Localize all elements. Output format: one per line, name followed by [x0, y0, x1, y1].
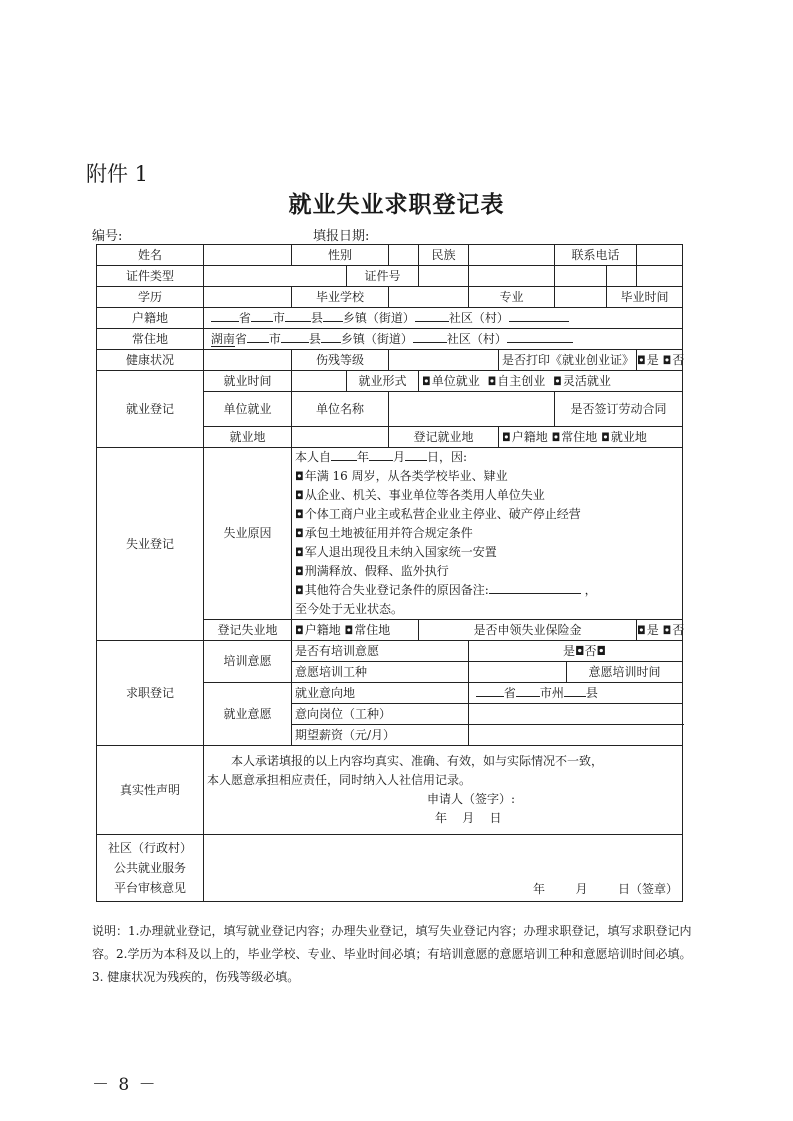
unemployment-reason-list	[292, 448, 683, 620]
row-employment-1	[97, 371, 683, 392]
no-text: 否	[672, 352, 685, 367]
row-id	[97, 266, 683, 287]
radio-icon[interactable]: ◘	[551, 430, 561, 444]
employment-form-label: 就业形式	[347, 371, 419, 392]
training-intent-label: 培训意愿	[204, 641, 292, 683]
household-address[interactable]	[204, 308, 683, 329]
employment-place-field[interactable]	[292, 427, 389, 448]
residence-label: 常住地	[97, 329, 204, 350]
radio-icon[interactable]: ◘	[295, 508, 304, 521]
option-residence: 常住地	[561, 429, 598, 444]
education-field[interactable]	[204, 287, 292, 308]
row-education	[97, 287, 683, 308]
id-no-cell-4[interactable]	[607, 266, 637, 287]
community-text: 社区（村）	[448, 310, 509, 325]
gender-label: 性别	[292, 245, 389, 266]
radio-icon[interactable]: ◘	[295, 489, 304, 502]
id-no-cell-1[interactable]	[419, 266, 469, 287]
radio-icon[interactable]: ◘	[422, 374, 431, 388]
radio-icon[interactable]: ◘	[502, 430, 511, 444]
county-text: 县	[308, 331, 321, 346]
declaration-text-2: 本人愿意承担相应责任，同时纳入人社信用记录。	[207, 773, 472, 787]
radio-icon[interactable]: ◘	[662, 353, 672, 367]
training-time-label: 意愿培训时间	[567, 662, 683, 683]
declaration-date: 年 月 日	[435, 811, 502, 825]
reason-item[interactable]: ◘刑满释放、假释、监外执行	[295, 564, 449, 578]
radio-icon[interactable]: ◘	[295, 623, 304, 637]
radio-icon[interactable]: ◘	[295, 584, 304, 597]
grad-time-label: 毕业时间	[607, 287, 683, 308]
radio-icon[interactable]: ◘	[553, 374, 562, 388]
employment-form-options[interactable]	[419, 371, 683, 392]
radio-icon[interactable]: ◘	[344, 623, 354, 637]
province-text: 省	[503, 685, 516, 700]
phone-label: 联系电话	[555, 245, 637, 266]
declaration-text-1: 本人承诺填报的以上内容均真实、准确、有效，如与实际情况不一致，	[231, 754, 604, 768]
reg-employment-place-options[interactable]	[499, 427, 683, 448]
county-text: 县	[310, 310, 323, 325]
salary-field[interactable]	[469, 725, 683, 746]
option-residence: 常住地	[354, 622, 391, 637]
town-text: 乡镇（街道）	[342, 310, 415, 325]
declaration-label: 真实性声明	[97, 746, 204, 835]
print-cert-options[interactable]	[637, 350, 683, 371]
form-title: 就业失业求职登记表	[288, 191, 505, 218]
row-residence	[97, 329, 683, 350]
reason-item[interactable]: ◘承包土地被征用并符合规定条件	[295, 526, 473, 540]
yes-text: 是	[646, 622, 659, 637]
radio-icon[interactable]: ◘	[662, 623, 672, 637]
reason-item[interactable]: ◘年满 16 周岁，从各类学校毕业、肄业	[295, 469, 508, 483]
unit-employment-label: 单位就业	[204, 392, 292, 427]
radio-icon[interactable]: ◘	[601, 430, 610, 444]
employment-section-label: 就业登记	[97, 371, 204, 448]
declaration-text-cell	[204, 746, 683, 835]
id-type-label: 证件类型	[97, 266, 204, 287]
review-label-line: 公共就业服务	[113, 861, 186, 875]
county-text: 县	[585, 685, 598, 700]
id-type-field[interactable]	[204, 266, 347, 287]
school-field[interactable]	[389, 287, 469, 308]
row-declaration	[97, 746, 683, 835]
target-position-field[interactable]	[469, 704, 683, 725]
option-household: 户籍地	[304, 622, 341, 637]
radio-icon[interactable]: ◘	[637, 623, 646, 637]
radio-icon[interactable]: ◘	[295, 527, 304, 540]
reason-item[interactable]: ◘其他符合失业登记条件的原因备注: ，	[295, 583, 597, 597]
health-field[interactable]	[204, 350, 292, 371]
row-unemployment-1	[97, 448, 683, 620]
training-type-field[interactable]	[469, 662, 567, 683]
id-no-label: 证件号	[347, 266, 419, 287]
household-label: 户籍地	[97, 308, 204, 329]
review-field[interactable]	[204, 835, 683, 902]
applicant-signature-label[interactable]: 申请人（签字）:	[427, 792, 516, 806]
unemployment-reason-label: 失业原因	[204, 448, 292, 620]
employment-time-label: 就业时间	[204, 371, 292, 392]
school-label: 毕业学校	[292, 287, 389, 308]
city-text: 市	[272, 310, 285, 325]
row-name	[97, 245, 683, 266]
employment-time-field[interactable]	[292, 371, 347, 392]
community-text: 社区（村）	[446, 331, 507, 346]
option-household: 户籍地	[511, 429, 548, 444]
option-flexible: 灵活就业	[562, 373, 611, 388]
reason-item[interactable]: ◘个体工商户业主或私营企业业主停业、破产停止经营	[295, 507, 581, 521]
attachment-label: 附件 1	[86, 162, 149, 186]
town-text: 乡镇（街道）	[340, 331, 413, 346]
phone-field[interactable]	[637, 245, 683, 266]
option-work-place: 就业地	[610, 429, 647, 444]
no-text: 否	[672, 622, 685, 637]
salary-label: 期望薪资（元/月）	[292, 725, 469, 746]
row-review	[97, 835, 683, 902]
unit-name-label: 单位名称	[292, 392, 389, 427]
radio-icon[interactable]: ◘	[487, 374, 497, 388]
id-no-cell-5[interactable]	[637, 266, 683, 287]
reg-unemployment-place-options[interactable]	[292, 620, 419, 641]
review-label	[97, 835, 204, 902]
radio-icon[interactable]: ◘	[295, 565, 304, 578]
insurance-options[interactable]	[637, 620, 683, 641]
residence-province-value: 湖南	[210, 331, 235, 346]
training-type-label: 意愿培训工种	[292, 662, 469, 683]
review-date-seal: 年 月 日（签章）	[533, 882, 679, 896]
row-jobseek-1	[97, 641, 683, 662]
review-label-line: 社区（行政村）	[107, 841, 192, 855]
notes: 说明：1.办理就业登记，填写就业登记内容；办理失业登记，填写失业登记内容；办理求职登记，填写求职登记内容。2.学历为本科及以上的，毕业学校、专业、毕业时间必填；有培训意愿的意愿培训工种和意愿培训时间必填。3. 健康状况为残疾的，伤残等级必填。	[92, 924, 692, 984]
print-cert-label: 是否打印《就业创业证》	[499, 350, 637, 371]
yes-text: 是	[646, 352, 659, 367]
jobseek-section-label: 求职登记	[97, 641, 204, 746]
target-place-label: 就业意向地	[292, 683, 469, 704]
option-self: 自主创业	[497, 373, 546, 388]
province-text: 省	[238, 310, 251, 325]
disability-label: 伤残等级	[292, 350, 389, 371]
disability-field[interactable]	[389, 350, 499, 371]
page-number: － 8 －	[92, 1075, 158, 1095]
job-intent-label: 就业意愿	[204, 683, 292, 746]
option-unit: 单位就业	[431, 373, 480, 388]
name-label: 姓名	[97, 245, 204, 266]
major-field[interactable]	[555, 287, 607, 308]
health-label: 健康状况	[97, 350, 204, 371]
target-position-label: 意向岗位（工种）	[292, 704, 469, 725]
unit-name-field[interactable]	[389, 392, 555, 427]
reason-outro: 至今处于无业状态。	[295, 602, 404, 616]
education-label: 学历	[97, 287, 204, 308]
reason-item[interactable]: ◘从企业、机关、事业单位等各类用人单位失业	[295, 488, 545, 502]
reg-employment-place-label: 登记就业地	[389, 427, 499, 448]
row-household	[97, 308, 683, 329]
city-text: 市州	[539, 685, 564, 700]
has-training-label: 是否有培训意愿	[292, 641, 469, 662]
residence-address[interactable]	[204, 329, 683, 350]
contract-label: 是否签订劳动合同	[555, 392, 683, 427]
ethnicity-label: 民族	[419, 245, 469, 266]
province-text: 省	[234, 331, 247, 346]
id-no-cell-3[interactable]	[555, 266, 607, 287]
number-label: 编号:	[92, 229, 123, 244]
row-health	[97, 350, 683, 371]
radio-icon[interactable]: ◘	[637, 353, 646, 367]
insurance-label: 是否申领失业保险金	[419, 620, 637, 641]
ethnicity-field[interactable]	[469, 245, 555, 266]
reason-item[interactable]: ◘军人退出现役且未纳入国家统一安置	[295, 545, 497, 559]
unemployment-section-label: 失业登记	[97, 448, 204, 641]
major-label: 专业	[469, 287, 555, 308]
fill-date-label: 填报日期:	[313, 229, 370, 244]
registration-form-table	[96, 244, 683, 902]
target-place-field[interactable]	[469, 683, 683, 704]
review-label-line: 平台审核意见	[113, 881, 186, 895]
radio-icon[interactable]: ◘	[295, 470, 304, 483]
employment-place-label: 就业地	[204, 427, 292, 448]
reg-unemployment-place-label: 登记失业地	[204, 620, 292, 641]
radio-icon[interactable]: ◘	[295, 546, 304, 559]
gender-field[interactable]	[389, 245, 419, 266]
reason-intro: 本人自 年 月 日，因:	[295, 450, 468, 464]
name-field[interactable]	[204, 245, 292, 266]
city-text: 市	[268, 331, 281, 346]
id-no-cell-2[interactable]	[469, 266, 555, 287]
has-training-options[interactable]: 是◘否◘	[469, 641, 683, 662]
